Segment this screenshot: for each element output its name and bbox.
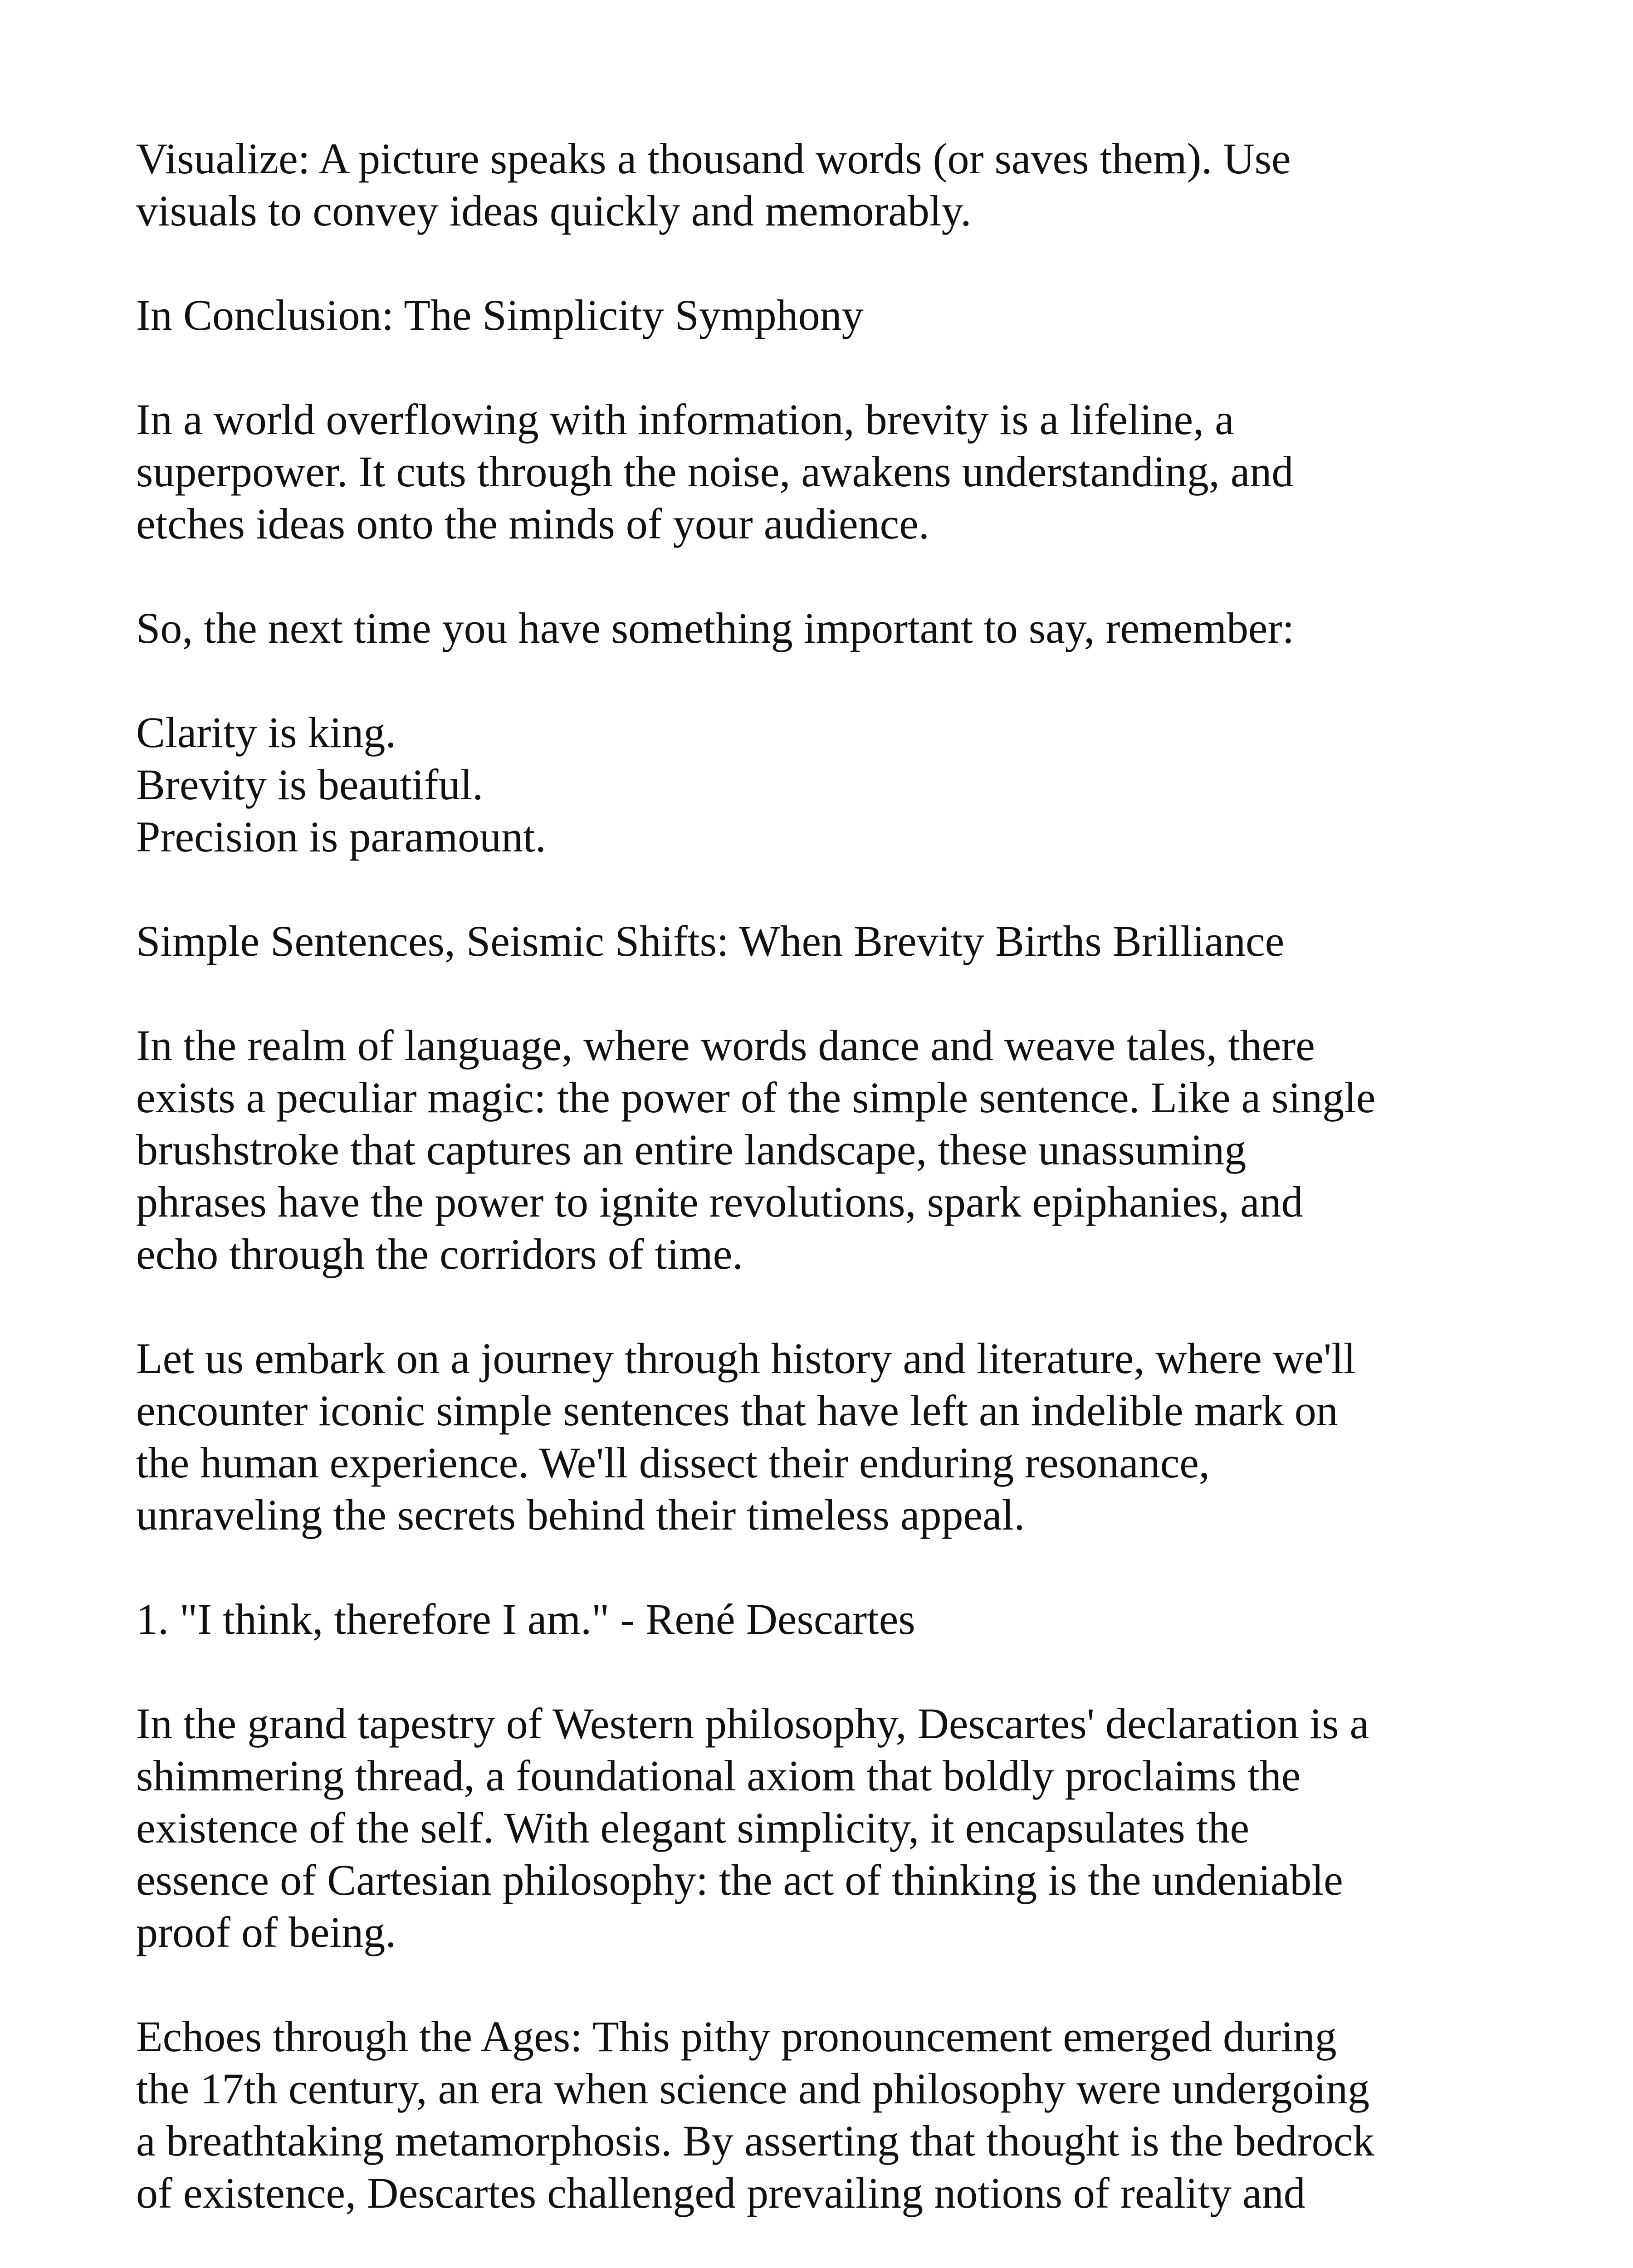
section-heading-conclusion — [136, 289, 1479, 341]
principle-item: Brevity is beautiful. — [136, 760, 484, 809]
text-line: Visualize: A picture speaks a thousand words (or saves them). Use — [136, 134, 1291, 183]
text-line: So, the next time you have something important to say, remember: — [136, 604, 1295, 652]
text-line: shimmering thread, a foundational axiom that boldly proclaims the — [136, 1751, 1301, 1800]
principle-item: Clarity is king. — [136, 708, 396, 757]
principles-list — [136, 706, 1479, 863]
chapter-heading — [136, 915, 1479, 967]
text-line: Echoes through the Ages: This pithy pronouncement emerged during — [136, 2012, 1337, 2061]
text-line: etches ideas onto the minds of your audience. — [136, 499, 929, 548]
text-line: essence of Cartesian philosophy: the act of thinking is the undeniable — [136, 1856, 1343, 1904]
text-line: In the grand tapestry of Western philosophy, Descartes' declaration is a — [136, 1699, 1369, 1748]
text-line: echo through the corridors of time. — [136, 1230, 743, 1278]
text-line: 1. "I think, therefore I am." - René Descartes — [136, 1595, 915, 1643]
paragraph-echoes — [136, 2010, 1479, 2219]
principle-item: Precision is paramount. — [136, 812, 546, 861]
paragraph-information-overflow — [136, 393, 1479, 550]
text-line: phrases have the power to ignite revolutions, spark epiphanies, and — [136, 1178, 1303, 1226]
text-line: Simple Sentences, Seismic Shifts: When Brevity Births Brilliance — [136, 917, 1285, 965]
paragraph-remember — [136, 602, 1479, 654]
text-line: proof of being. — [136, 1908, 396, 1956]
text-line: visuals to convey ideas quickly and memorably. — [136, 186, 972, 235]
paragraph-realm-of-language — [136, 1019, 1479, 1280]
text-line: brushstroke that captures an entire landscape, these unassuming — [136, 1125, 1247, 1174]
page-body — [136, 132, 1479, 2268]
text-line: In a world overflowing with information, brevity is a lifeline, a — [136, 395, 1234, 444]
text-line: the human experience. We'll dissect their enduring resonance, — [136, 1438, 1210, 1487]
text-line: In Conclusion: The Simplicity Symphony — [136, 291, 864, 339]
text-line: existence of the self. With elegant simplicity, it encapsulates the — [136, 1804, 1250, 1852]
text-line: In the realm of language, where words dance and weave tales, there — [136, 1021, 1315, 1070]
text-line: exists a peculiar magic: the power of the simple sentence. Like a single — [136, 1073, 1376, 1122]
text-line: unraveling the secrets behind their timeless appeal. — [136, 1491, 1025, 1539]
text-line: encounter iconic simple sentences that have left an indelible mark on — [136, 1386, 1338, 1435]
text-line: superpower. It cuts through the noise, awakens understanding, and — [136, 447, 1294, 496]
text-line: the 17th century, an era when science and philosophy were undergoing — [136, 2064, 1370, 2113]
paragraph-journey — [136, 1332, 1479, 1541]
text-line: Let us embark on a journey through history and literature, where we'll — [136, 1334, 1356, 1383]
text-line: a breathtaking metamorphosis. By asserting that thought is the bedrock — [136, 2116, 1375, 2165]
quote-heading-descartes — [136, 1593, 1479, 1645]
text-line: of existence, Descartes challenged prevailing notions of reality and — [136, 2169, 1305, 2217]
paragraph-visualize — [136, 132, 1479, 237]
paragraph-grand-tapestry — [136, 1697, 1479, 1958]
